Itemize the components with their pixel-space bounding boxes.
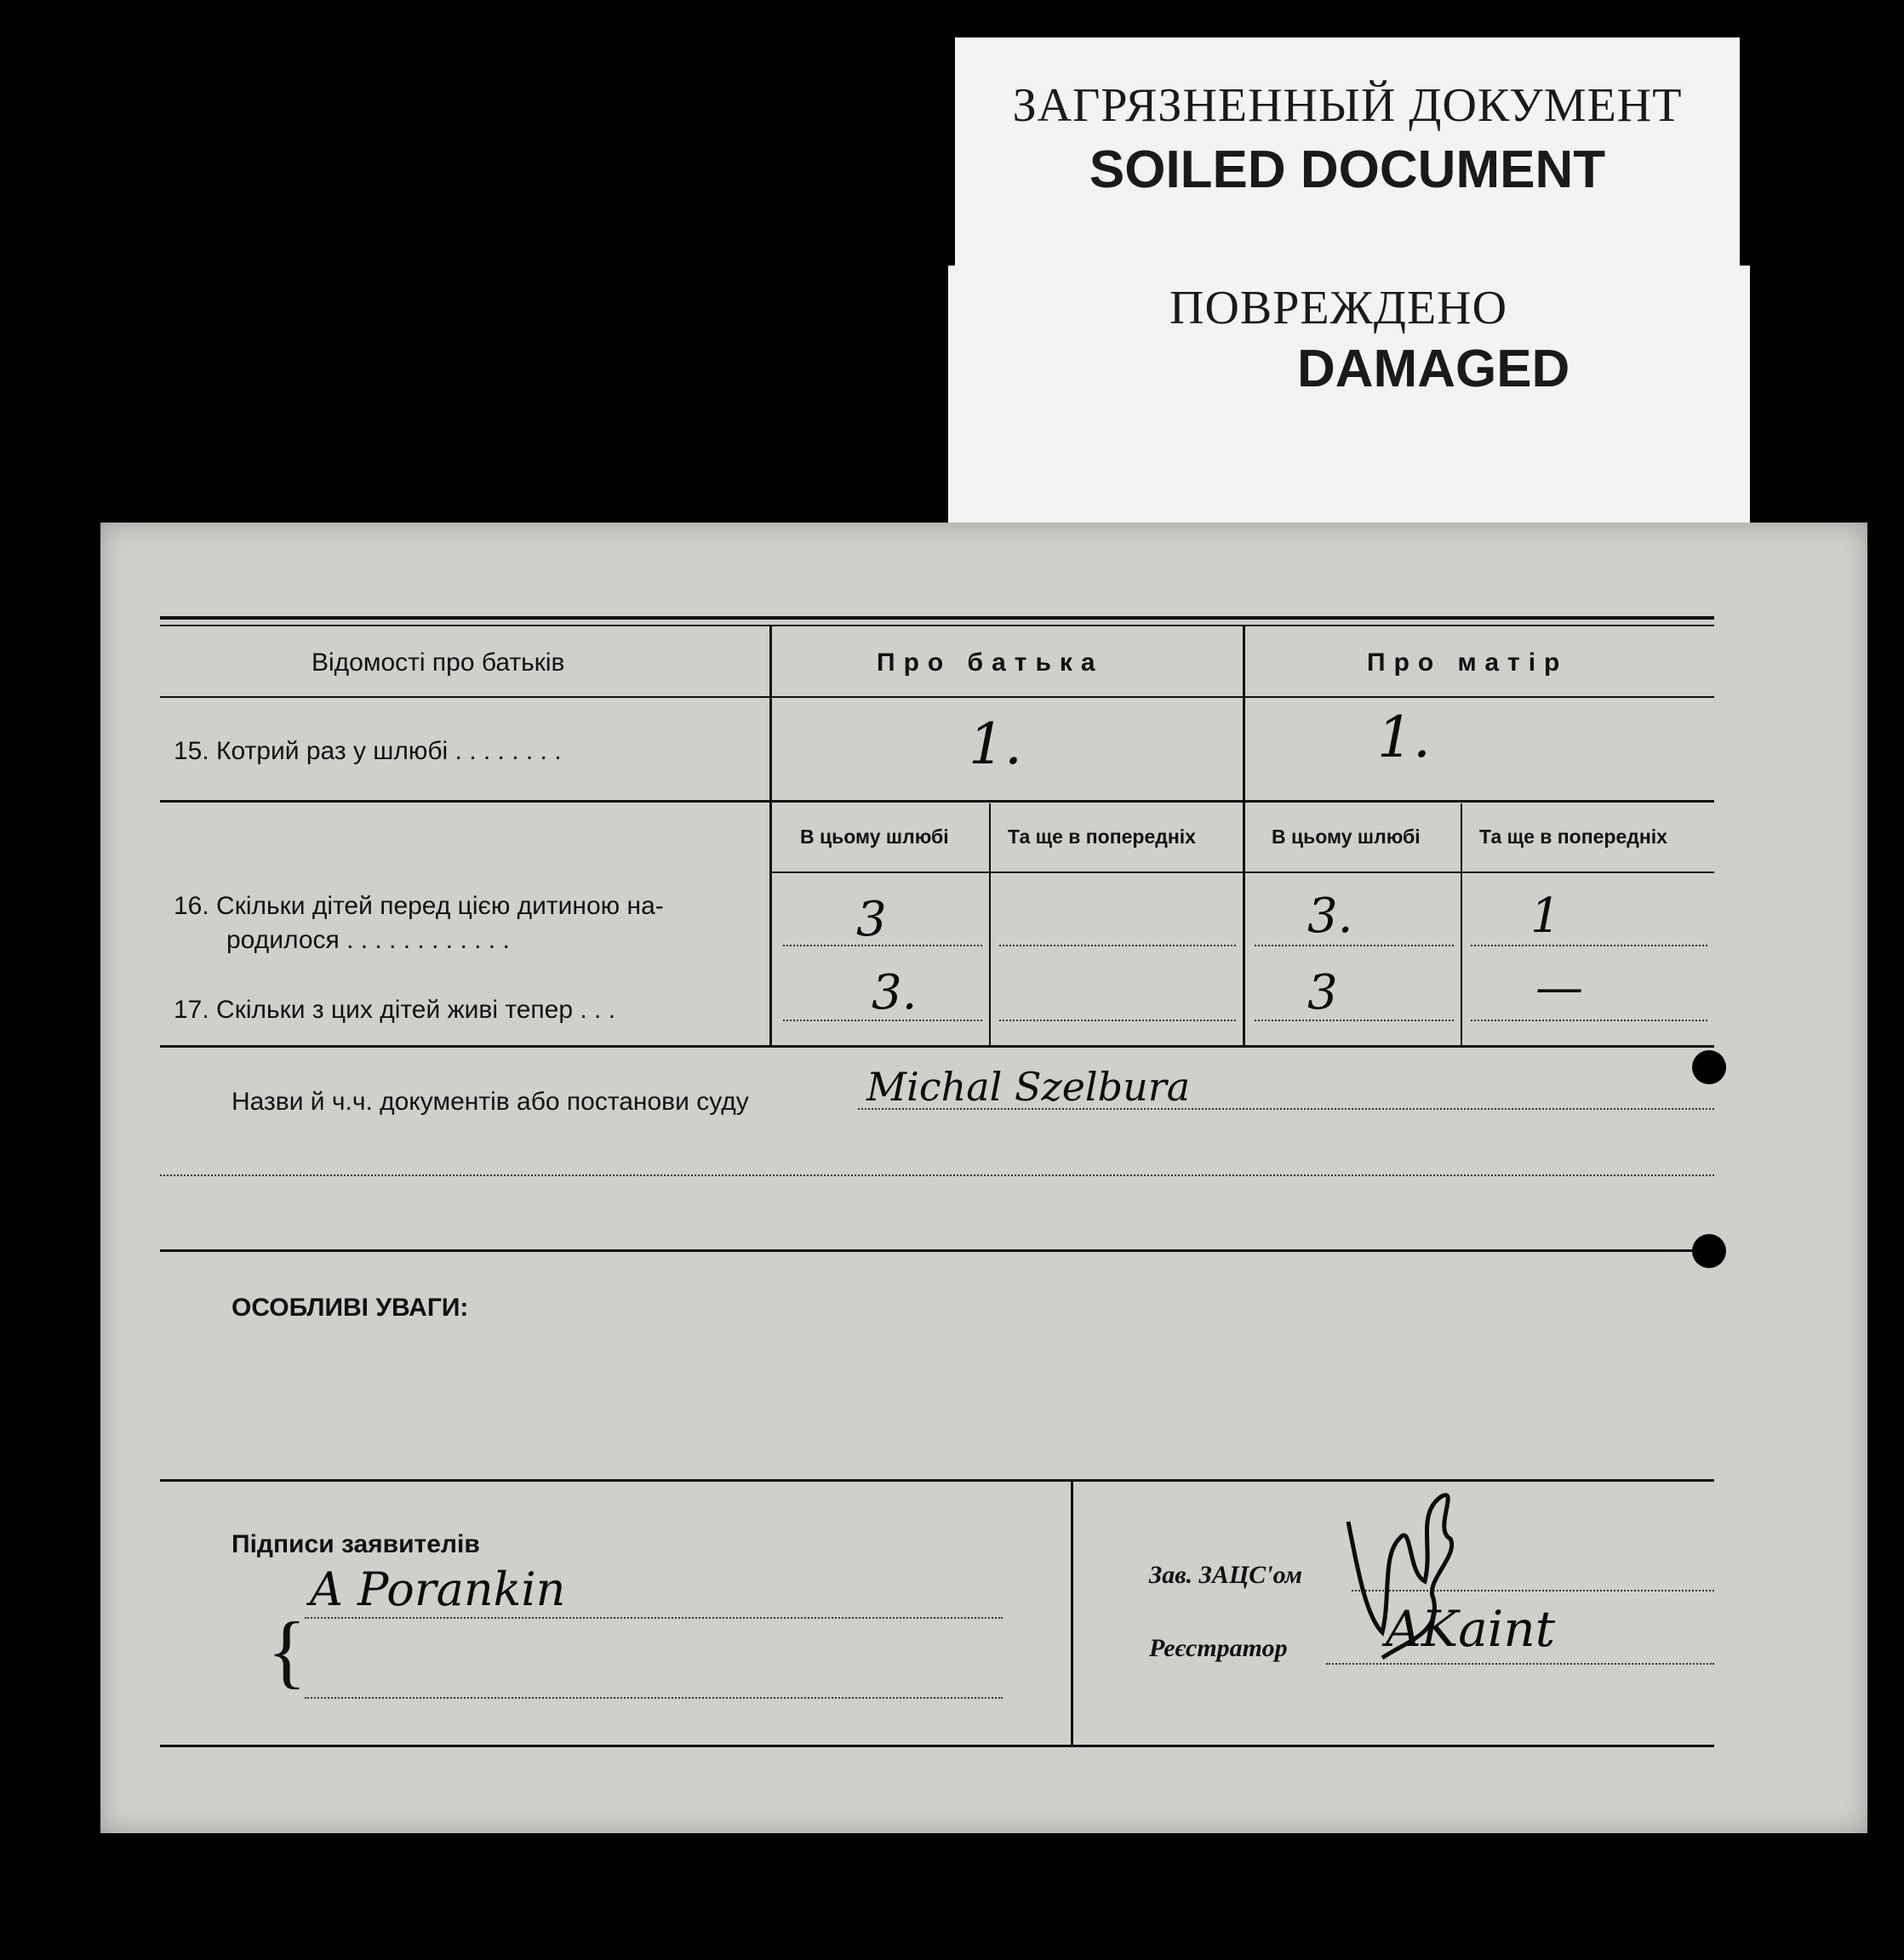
soiled-document-label — [955, 37, 1740, 293]
row15-mother-value: 1. — [1377, 705, 1431, 770]
applicant-signature-line-1 — [305, 1617, 1003, 1619]
row16-mother-prev: 1 — [1530, 889, 1561, 944]
row17-mother-this-line — [1255, 1020, 1454, 1021]
damaged-label-ru: ПОВРЕЖДЕНО — [1169, 282, 1508, 334]
row17-mother-prev: — — [1535, 960, 1583, 1015]
divider-father-mother — [1243, 625, 1245, 1047]
header-about-mother: Про матір — [1367, 649, 1569, 677]
row17-father-prev-line — [999, 1020, 1236, 1021]
special-notes-label: ОСОБЛИВІ УВАГИ: — [232, 1294, 469, 1322]
soiled-label-en: SOILED DOCUMENT — [1089, 140, 1606, 199]
row16-mother-this: 3. — [1307, 889, 1353, 944]
row17-label: 17. Скільки з цих дітей живі тепер . . . — [174, 996, 616, 1024]
punch-hole-top — [1692, 1050, 1726, 1084]
subheader-mother-prev: Та ще в попередніх — [1479, 826, 1667, 848]
row17-bottom-rule — [160, 1045, 1714, 1048]
subheader-mother-this: В цьому шлюбі — [1272, 826, 1421, 848]
notes-bottom-rule — [160, 1479, 1714, 1482]
row16-mother-prev-line — [1471, 945, 1707, 946]
subheader-father-prev: Та ще в попередніх — [1008, 826, 1196, 848]
row16-father-this-line — [783, 945, 982, 946]
signature-divider — [1071, 1481, 1073, 1746]
top-rule — [160, 616, 1714, 620]
registrar-signature: AKaint — [1386, 1600, 1556, 1658]
applicants-brace: { — [267, 1605, 307, 1696]
soiled-label-ru: ЗАГРЯЗНЕННЫЙ ДОКУМЕНТ — [1012, 79, 1683, 132]
divider-label-father — [769, 625, 772, 1047]
divider-father-sub — [989, 803, 991, 1047]
row17-father-this: 3. — [872, 965, 918, 1020]
bottom-rule — [160, 1745, 1714, 1747]
applicants-signatures-label: Підписи заявителів — [232, 1530, 480, 1558]
row15-label: 15. Котрий раз у шлюбі . . . . . . . . — [174, 737, 562, 765]
row16-father-prev-line — [999, 945, 1236, 946]
documents-label: Назви й ч.ч. документів або постанови суду — [232, 1088, 749, 1116]
subheader-bottom-rule — [769, 871, 1714, 873]
row16-label-line2: родилося . . . . . . . . . . . . — [226, 926, 510, 954]
documents-value-line — [858, 1108, 1714, 1110]
header-bottom-rule — [160, 696, 1714, 698]
row15-father-value: 1. — [969, 711, 1022, 777]
divider-mother-sub — [1461, 803, 1462, 1047]
header-about-father: Про батька — [877, 649, 1104, 677]
registrar-signature-line — [1326, 1663, 1714, 1665]
registrar-label: Реєстратор — [1149, 1634, 1288, 1662]
damaged-label-en: DAMAGED — [1297, 340, 1570, 398]
header-parents-info: Відомості про батьків — [312, 649, 565, 677]
row17-father-this-line — [783, 1020, 982, 1021]
applicant-signature-line-2 — [305, 1697, 1003, 1699]
documents-extra-line — [160, 1174, 1714, 1176]
row16-father-this: 3 — [856, 892, 887, 947]
top-rule-thin — [160, 625, 1714, 626]
row17-mother-this: 3 — [1307, 965, 1338, 1020]
documents-bottom-rule — [160, 1249, 1714, 1252]
row17-mother-prev-line — [1471, 1020, 1707, 1021]
punch-hole-bottom — [1692, 1234, 1726, 1268]
applicant-signature: A Porankin — [310, 1563, 566, 1616]
damaged-document-label — [948, 266, 1750, 529]
row16-label-line1: 16. Скільки дітей перед цією дитиною на- — [174, 892, 664, 920]
registration-form-sheet — [100, 523, 1867, 1833]
documents-value: Michal Szelbura — [866, 1064, 1191, 1110]
head-zags-label: Зав. ЗАЦС'ом — [1149, 1561, 1303, 1589]
row15-bottom-rule — [160, 800, 1714, 803]
row16-mother-this-line — [1255, 945, 1454, 946]
subheader-father-this: В цьому шлюбі — [800, 826, 949, 848]
